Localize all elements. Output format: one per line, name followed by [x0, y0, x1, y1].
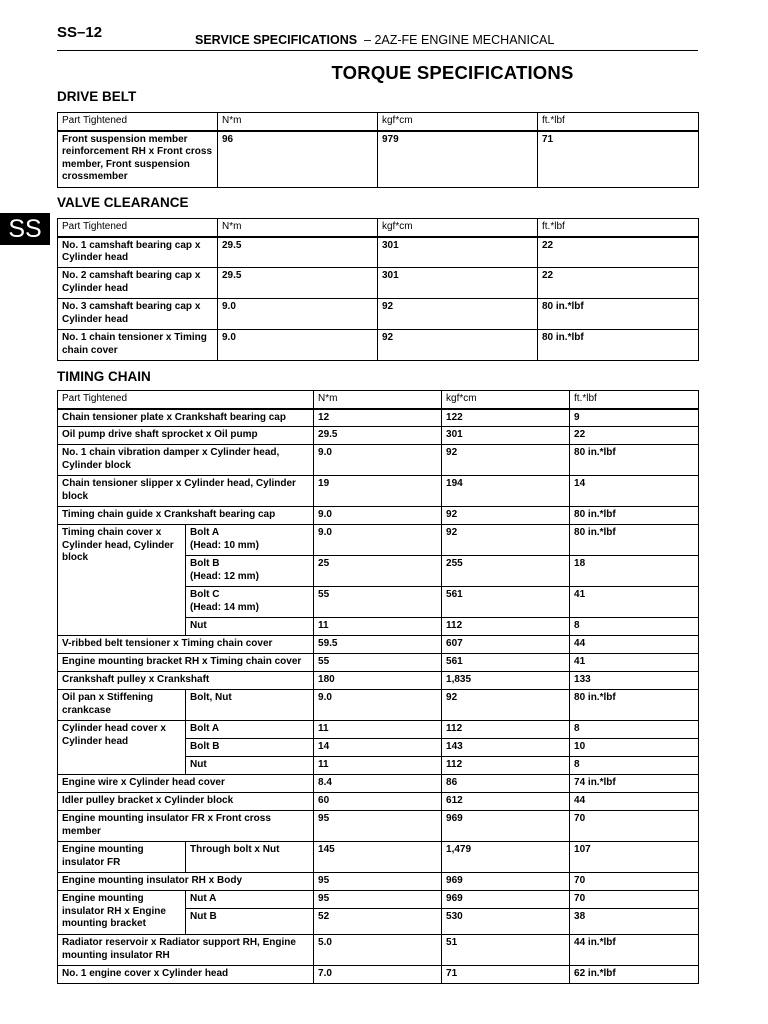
section-heading-valve-clearance: VALVE CLEARANCE — [57, 195, 189, 210]
part-cell: Chain tensioner plate x Crankshaft bearing cap — [58, 409, 314, 427]
table-row — [58, 445, 699, 476]
kgfcm-cell: 112 — [442, 618, 570, 636]
kgfcm-cell: 255 — [442, 556, 570, 587]
ftlbf-cell: 133 — [570, 672, 699, 690]
part-cell: Engine mounting bracket RH x Timing chain cover — [58, 654, 314, 672]
table-row — [58, 966, 699, 984]
kgfcm-cell: 561 — [442, 587, 570, 618]
drive-belt-table — [57, 112, 699, 188]
table-row — [58, 409, 699, 427]
kgfcm-cell: 979 — [378, 131, 538, 188]
ftlbf-cell: 70 — [570, 873, 699, 891]
page-title: TORQUE SPECIFICATIONS — [331, 62, 574, 83]
column-header: kgf*cm — [378, 219, 538, 237]
table-header-row — [58, 219, 699, 237]
kgfcm-cell: 194 — [442, 476, 570, 507]
nm-cell: 95 — [314, 873, 442, 891]
nm-cell: 59.5 — [314, 636, 442, 654]
ftlbf-cell: 22 — [570, 427, 699, 445]
kgfcm-cell: 86 — [442, 775, 570, 793]
kgfcm-cell: 969 — [442, 891, 570, 909]
part-cell: No. 3 camshaft bearing cap x Cylinder head — [58, 299, 218, 330]
kgfcm-cell: 92 — [442, 507, 570, 525]
kgfcm-cell: 92 — [442, 525, 570, 556]
kgfcm-cell: 71 — [442, 966, 570, 984]
nm-cell: 9.0 — [218, 299, 378, 330]
table-row — [58, 690, 699, 721]
ftlbf-cell: 8 — [570, 721, 699, 739]
kgfcm-cell: 143 — [442, 739, 570, 757]
column-header: N*m — [218, 113, 378, 131]
part-cell: Timing chain cover x Cylinder head, Cylinder block — [58, 525, 186, 636]
ftlbf-cell: 74 in.*lbf — [570, 775, 699, 793]
table-row — [58, 525, 699, 556]
table-row — [58, 935, 699, 966]
nm-cell: 96 — [218, 131, 378, 188]
table-row — [58, 237, 699, 268]
column-header: N*m — [314, 391, 442, 409]
fastener-cell: Bolt A (Head: 10 mm) — [186, 525, 314, 556]
kgfcm-cell: 112 — [442, 757, 570, 775]
kgfcm-cell: 92 — [442, 690, 570, 721]
ftlbf-cell: 70 — [570, 811, 699, 842]
kgfcm-cell: 561 — [442, 654, 570, 672]
table-row — [58, 793, 699, 811]
nm-cell: 95 — [314, 811, 442, 842]
nm-cell: 180 — [314, 672, 442, 690]
column-header: Part Tightened — [58, 113, 218, 131]
ftlbf-cell: 70 — [570, 891, 699, 909]
table-row — [58, 131, 699, 188]
nm-cell: 7.0 — [314, 966, 442, 984]
fastener-cell: Bolt, Nut — [186, 690, 314, 721]
part-cell: No. 1 engine cover x Cylinder head — [58, 966, 314, 984]
ftlbf-cell: 22 — [538, 268, 699, 299]
ftlbf-cell: 14 — [570, 476, 699, 507]
table-row — [58, 672, 699, 690]
part-cell: Oil pump drive shaft sprocket x Oil pump — [58, 427, 314, 445]
nm-cell: 8.4 — [314, 775, 442, 793]
ftlbf-cell: 41 — [570, 587, 699, 618]
part-cell: Front suspension member reinforcement RH x Front cross member, Front suspension crossmember — [58, 131, 218, 188]
table-row — [58, 842, 699, 873]
section-heading-timing-chain: TIMING CHAIN — [57, 369, 151, 384]
ftlbf-cell: 80 in.*lbf — [570, 445, 699, 476]
table-header-row — [58, 391, 699, 409]
nm-cell: 5.0 — [314, 935, 442, 966]
nm-cell: 145 — [314, 842, 442, 873]
ftlbf-cell: 18 — [570, 556, 699, 587]
section-tab: SS — [0, 213, 50, 245]
kgfcm-cell: 301 — [442, 427, 570, 445]
header-rule — [57, 50, 698, 51]
part-cell: Cylinder head cover x Cylinder head — [58, 721, 186, 775]
part-cell: Oil pan x Stiffening crankcase — [58, 690, 186, 721]
nm-cell: 9.0 — [314, 690, 442, 721]
kgfcm-cell: 92 — [378, 330, 538, 361]
table-row — [58, 636, 699, 654]
header-subsection: – 2AZ-FE ENGINE MECHANICAL — [364, 33, 555, 47]
part-cell: Engine mounting insulator FR x Front cross member — [58, 811, 314, 842]
fastener-cell: Bolt B — [186, 739, 314, 757]
ftlbf-cell: 9 — [570, 409, 699, 427]
part-cell: No. 1 chain vibration damper x Cylinder head, Cylinder block — [58, 445, 314, 476]
ftlbf-cell: 8 — [570, 757, 699, 775]
part-cell: No. 1 chain tensioner x Timing chain cover — [58, 330, 218, 361]
ftlbf-cell: 80 in.*lbf — [538, 299, 699, 330]
table-row — [58, 330, 699, 361]
nm-cell: 29.5 — [218, 268, 378, 299]
kgfcm-cell: 1,479 — [442, 842, 570, 873]
kgfcm-cell: 92 — [442, 445, 570, 476]
kgfcm-cell: 607 — [442, 636, 570, 654]
table-row — [58, 654, 699, 672]
column-header: ft.*lbf — [538, 219, 699, 237]
ftlbf-cell: 80 in.*lbf — [570, 525, 699, 556]
fastener-cell: Nut A — [186, 891, 314, 909]
kgfcm-cell: 92 — [378, 299, 538, 330]
table-row — [58, 873, 699, 891]
fastener-cell: Bolt A — [186, 721, 314, 739]
fastener-cell: Through bolt x Nut — [186, 842, 314, 873]
table-row — [58, 775, 699, 793]
ftlbf-cell: 107 — [570, 842, 699, 873]
nm-cell: 14 — [314, 739, 442, 757]
part-cell: Engine mounting insulator RH x Engine mounting bracket — [58, 891, 186, 935]
nm-cell: 60 — [314, 793, 442, 811]
table-row — [58, 476, 699, 507]
ftlbf-cell: 80 in.*lbf — [570, 690, 699, 721]
nm-cell: 95 — [314, 891, 442, 909]
page-number: SS–12 — [57, 24, 103, 41]
ftlbf-cell: 44 — [570, 793, 699, 811]
column-header: ft.*lbf — [538, 113, 699, 131]
part-cell: Radiator reservoir x Radiator support RH, Engine mounting insulator RH — [58, 935, 314, 966]
nm-cell: 52 — [314, 909, 442, 935]
nm-cell: 9.0 — [218, 330, 378, 361]
nm-cell: 29.5 — [218, 237, 378, 268]
ftlbf-cell: 44 in.*lbf — [570, 935, 699, 966]
nm-cell: 11 — [314, 618, 442, 636]
nm-cell: 29.5 — [314, 427, 442, 445]
fastener-cell: Nut — [186, 618, 314, 636]
kgfcm-cell: 112 — [442, 721, 570, 739]
nm-cell: 11 — [314, 757, 442, 775]
ftlbf-cell: 41 — [570, 654, 699, 672]
nm-cell: 9.0 — [314, 525, 442, 556]
nm-cell: 25 — [314, 556, 442, 587]
kgfcm-cell: 612 — [442, 793, 570, 811]
running-header — [195, 33, 554, 47]
valve-clearance-table — [57, 218, 699, 361]
table-row — [58, 427, 699, 445]
ftlbf-cell: 10 — [570, 739, 699, 757]
section-heading-drive-belt: DRIVE BELT — [57, 89, 137, 104]
fastener-cell: Nut B — [186, 909, 314, 935]
nm-cell: 12 — [314, 409, 442, 427]
part-cell: Engine mounting insulator RH x Body — [58, 873, 314, 891]
kgfcm-cell: 122 — [442, 409, 570, 427]
part-cell: V-ribbed belt tensioner x Timing chain cover — [58, 636, 314, 654]
column-header: kgf*cm — [442, 391, 570, 409]
kgfcm-cell: 969 — [442, 873, 570, 891]
ftlbf-cell: 8 — [570, 618, 699, 636]
part-cell: Engine mounting insulator FR — [58, 842, 186, 873]
fastener-cell: Bolt C (Head: 14 mm) — [186, 587, 314, 618]
column-header: kgf*cm — [378, 113, 538, 131]
kgfcm-cell: 301 — [378, 237, 538, 268]
nm-cell: 55 — [314, 587, 442, 618]
part-cell: Chain tensioner slipper x Cylinder head, Cylinder block — [58, 476, 314, 507]
column-header: Part Tightened — [58, 391, 314, 409]
ftlbf-cell: 22 — [538, 237, 699, 268]
table-row — [58, 811, 699, 842]
part-cell: Engine wire x Cylinder head cover — [58, 775, 314, 793]
table-header-row — [58, 113, 699, 131]
ftlbf-cell: 71 — [538, 131, 699, 188]
part-cell: Timing chain guide x Crankshaft bearing cap — [58, 507, 314, 525]
ftlbf-cell: 44 — [570, 636, 699, 654]
part-cell: Crankshaft pulley x Crankshaft — [58, 672, 314, 690]
part-cell: No. 1 camshaft bearing cap x Cylinder head — [58, 237, 218, 268]
ftlbf-cell: 62 in.*lbf — [570, 966, 699, 984]
table-row — [58, 299, 699, 330]
column-header: Part Tightened — [58, 219, 218, 237]
ftlbf-cell: 80 in.*lbf — [538, 330, 699, 361]
kgfcm-cell: 301 — [378, 268, 538, 299]
kgfcm-cell: 1,835 — [442, 672, 570, 690]
column-header: ft.*lbf — [570, 391, 699, 409]
part-cell: Idler pulley bracket x Cylinder block — [58, 793, 314, 811]
kgfcm-cell: 51 — [442, 935, 570, 966]
timing-chain-table — [57, 390, 699, 984]
nm-cell: 9.0 — [314, 445, 442, 476]
part-cell: No. 2 camshaft bearing cap x Cylinder head — [58, 268, 218, 299]
ftlbf-cell: 80 in.*lbf — [570, 507, 699, 525]
fastener-cell: Nut — [186, 757, 314, 775]
table-row — [58, 721, 699, 739]
header-section: SERVICE SPECIFICATIONS — [195, 33, 358, 47]
nm-cell: 19 — [314, 476, 442, 507]
ftlbf-cell: 38 — [570, 909, 699, 935]
table-row — [58, 891, 699, 909]
kgfcm-cell: 530 — [442, 909, 570, 935]
nm-cell: 55 — [314, 654, 442, 672]
fastener-cell: Bolt B (Head: 12 mm) — [186, 556, 314, 587]
column-header: N*m — [218, 219, 378, 237]
table-row — [58, 507, 699, 525]
nm-cell: 9.0 — [314, 507, 442, 525]
table-row — [58, 268, 699, 299]
kgfcm-cell: 969 — [442, 811, 570, 842]
nm-cell: 11 — [314, 721, 442, 739]
